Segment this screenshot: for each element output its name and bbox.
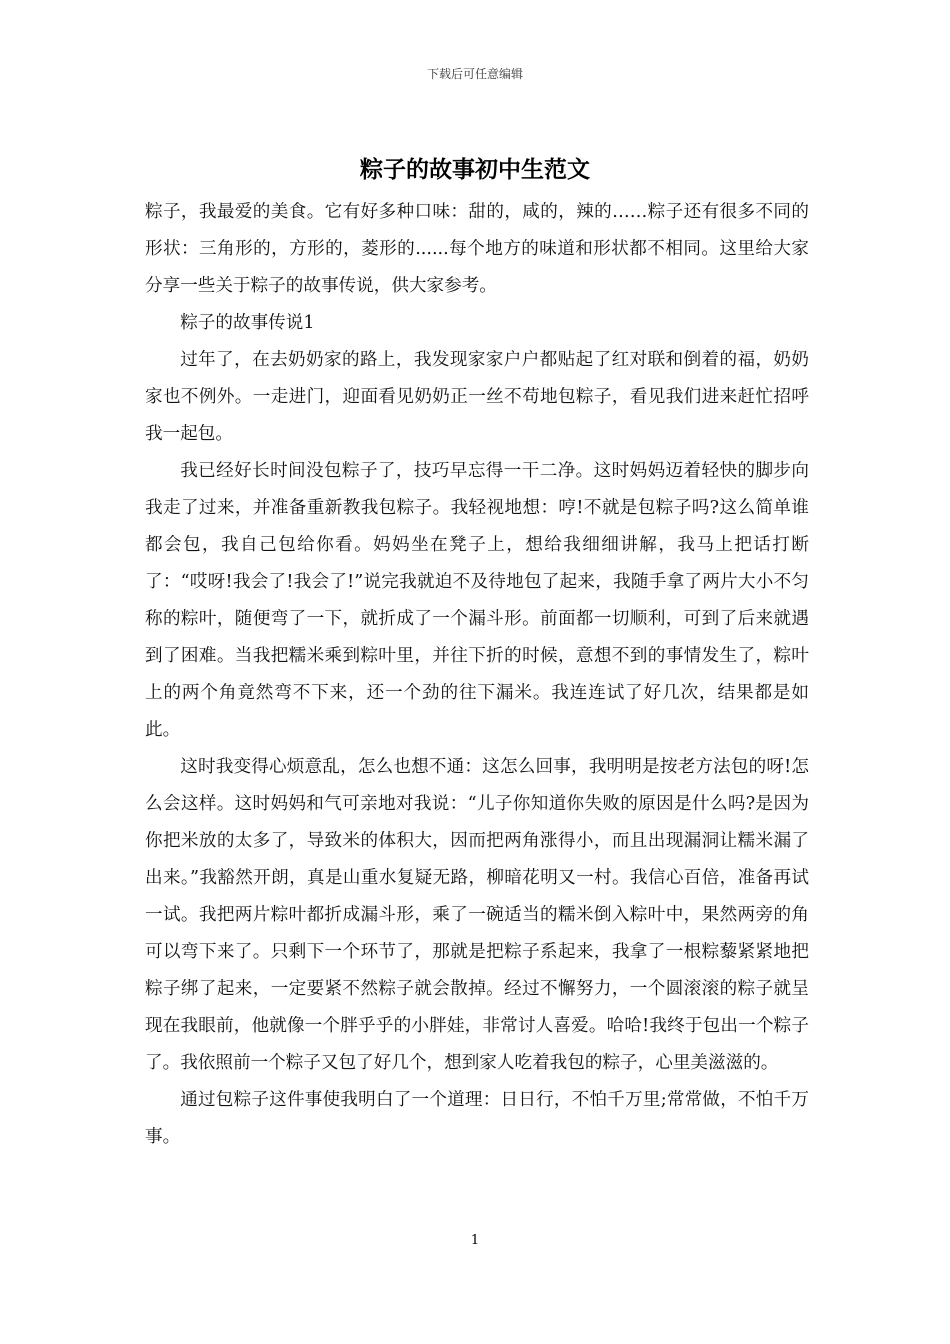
body-paragraph: 我已经好长时间没包粽子了，技巧早忘得一干二净。这时妈妈迈着轻快的脚步向我走了过来，并准备重新教我包粽子。我轻视地想：哼!不就是包粽子吗?这么简单谁都会包，我自己包给你看。妈妈坐在凳子上，想给我细细讲解，我马上把话打断了：“哎呀!我会了!我会了!”说完我就迫不及待地包了起来，我随手拿了两片大小不匀称的粽叶，随便弯了一下，就折成了一个漏斗形。前面都一切顺利，可到了后来就遇到了困难。当我把糯米乘到粽叶里，并往下折的时候，意想不到的事情发生了，粽叶上的两个角竟然弯不下来，还一个劲的往下漏米。我连连试了好几次，结果都是如此。 <box>145 461 809 740</box>
body-paragraph: 这时我变得心烦意乱，怎么也想不通：这怎么回事，我明明是按老方法包的呀!怎么会这样。这时妈妈和气可亲地对我说：“儿子你知道你失败的原因是什么吗?是因为你把米放的太多了，导致米的体积大，因而把两角涨得小，而且出现漏洞让糯米漏了出来。”我豁然开朗，真是山重水复疑无路，柳暗花明又一村。我信心百倍，准备再试一试。我把两片粽叶都折成漏斗形，乘了一碗适当的糯米倒入粽叶中，果然两旁的角可以弯下来了。只剩下一个环节了，那就是把粽子系起来，我拿了一根粽藜紧紧地把粽子绑了起来，一定要紧不然粽子就会散掉。经过不懈努力，一个圆滚滚的粽子就呈现在我眼前，他就像一个胖乎乎的小胖娃，非常讨人喜爱。哈哈!我终于包出一个粽子了。我依照前一个粽子又包了好几个，想到家人吃着我包的粽子，心里美滋滋的。 <box>145 757 809 1073</box>
page-number: 1 <box>470 1233 480 1248</box>
closing-paragraph: 通过包粽子这件事使我明白了一个道理：日日行，不怕千万里;常常做，不怕千万事。 <box>145 1090 809 1147</box>
page-header: 下载后可任意编辑 <box>426 67 523 81</box>
document-title: 粽子的故事初中生范文 <box>360 156 590 183</box>
intro-paragraph: 粽子，我最爱的美食。它有好多种口味：甜的，咸的，辣的……粽子还有很多不同的形状：三角形的，方形的，菱形的......每个地方的味道和形状都不相同。这里给大家分享一些关于粽子的故事传说，供大家参考。 <box>145 202 809 296</box>
section-heading: 粽子的故事传说1 <box>180 313 315 333</box>
document-body <box>145 194 809 1156</box>
body-paragraph: 过年了，在去奶奶家的路上，我发现家家户户都贴起了红对联和倒着的福，奶奶家也不例外。一走进门，迎面看见奶奶正一丝不苟地包粽子，看见我们进来赶忙招呼我一起包。 <box>145 350 809 444</box>
